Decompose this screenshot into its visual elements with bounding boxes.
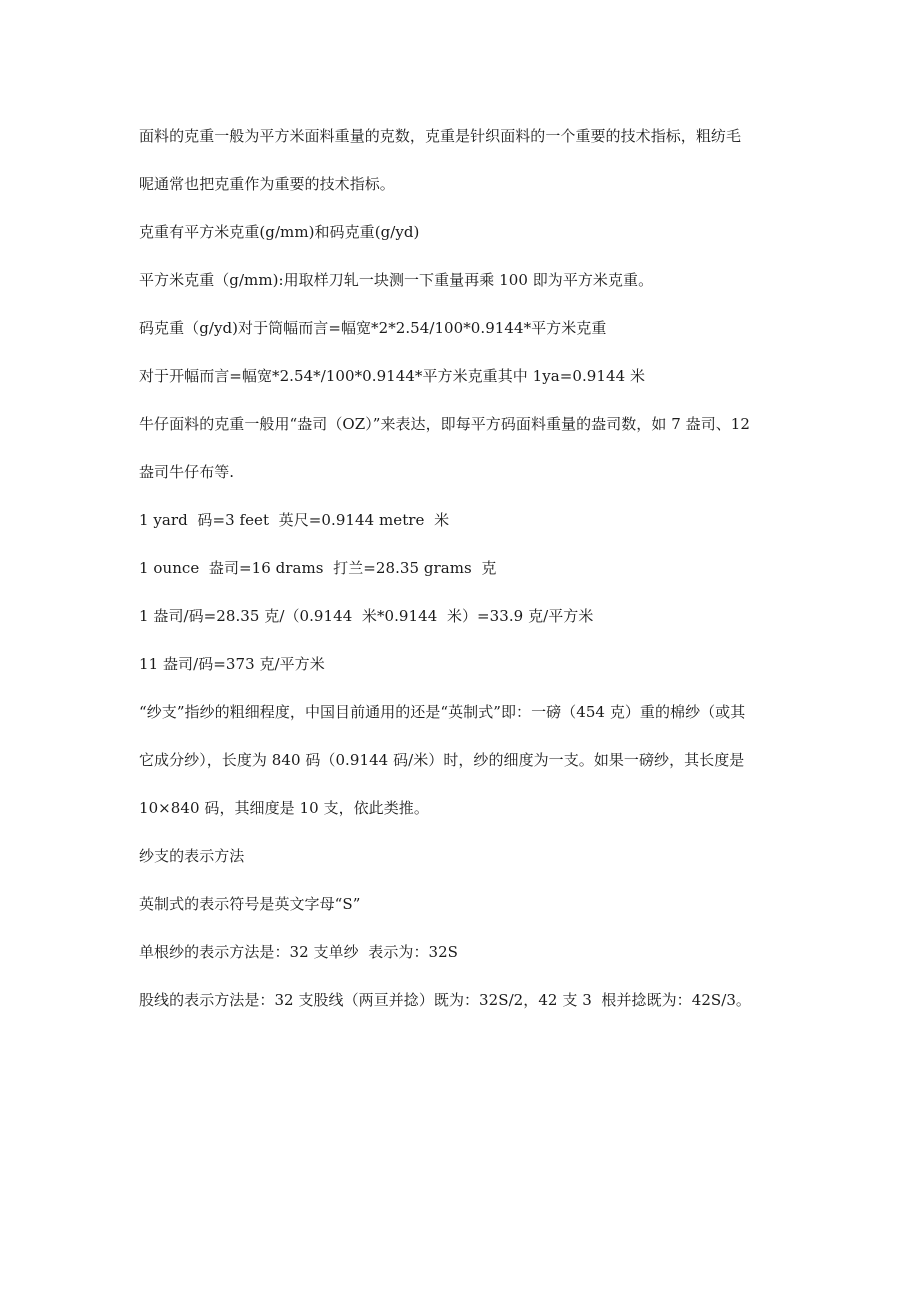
paragraph-line-4: 平方米克重（g/mm):用取样刀轧一块测一下重量再乘 100 即为平方米克重。 [139,271,654,289]
paragraph-line-16: 纱支的表示方法 [139,847,245,865]
paragraph-line-15: 10×840 码，其细度是 10 支，依此类推。 [139,799,429,817]
paragraph-line-7: 牛仔面料的克重一般用“盎司（OZ）”来表达，即每平方码面料重量的盎司数，如 7 盎司、12 [139,415,750,433]
paragraph-line-19: 股线的表示方法是：32 支股线（两亘并捻）既为：32S/2，42 支 3 根并捻既为：42S/3。 [139,991,751,1009]
paragraph-line-6: 对于开幅而言=幅宽*2.54*/100*0.9144*平方米克重其中 1ya=0.9144 米 [139,367,646,385]
paragraph-line-2: 呢通常也把克重作为重要的技术指标。 [139,175,395,193]
paragraph-line-3: 克重有平方米克重(g/mm)和码克重(g/yd) [139,223,420,241]
paragraph-line-8: 盎司牛仔布等. [139,463,235,481]
paragraph-line-1: 面料的克重一般为平方米面料重量的克数，克重是针织面料的一个重要的技术指标，粗纺毛 [139,127,742,145]
paragraph-line-11: 1 盎司/码=28.35 克/（0.9144 米*0.9144 米）=33.9 克/平方米 [139,607,594,625]
paragraph-line-14: 它成分纱），长度为 840 码（0.9144 码/米）时，纱的细度为一支。如果一磅纱，其长度是 [139,751,745,769]
paragraph-line-10: 1 ounce 盎司=16 drams 打兰=28.35 grams 克 [139,559,497,577]
paragraph-line-18: 单根纱的表示方法是：32 支单纱 表示为：32S [139,943,459,961]
paragraph-line-5: 码克重（g/yd)对于筒幅而言=幅宽*2*2.54/100*0.9144*平方米克重 [139,319,607,337]
paragraph-line-9: 1 yard 码=3 feet 英尺=0.9144 metre 米 [139,511,450,529]
paragraph-line-17: 英制式的表示符号是英文字母“S” [139,895,361,913]
paragraph-line-12: 11 盎司/码=373 克/平方米 [139,655,325,673]
paragraph-line-13: “纱支”指纱的粗细程度，中国目前通用的还是“英制式”即：一磅（454 克）重的棉纱（或其 [139,703,746,721]
